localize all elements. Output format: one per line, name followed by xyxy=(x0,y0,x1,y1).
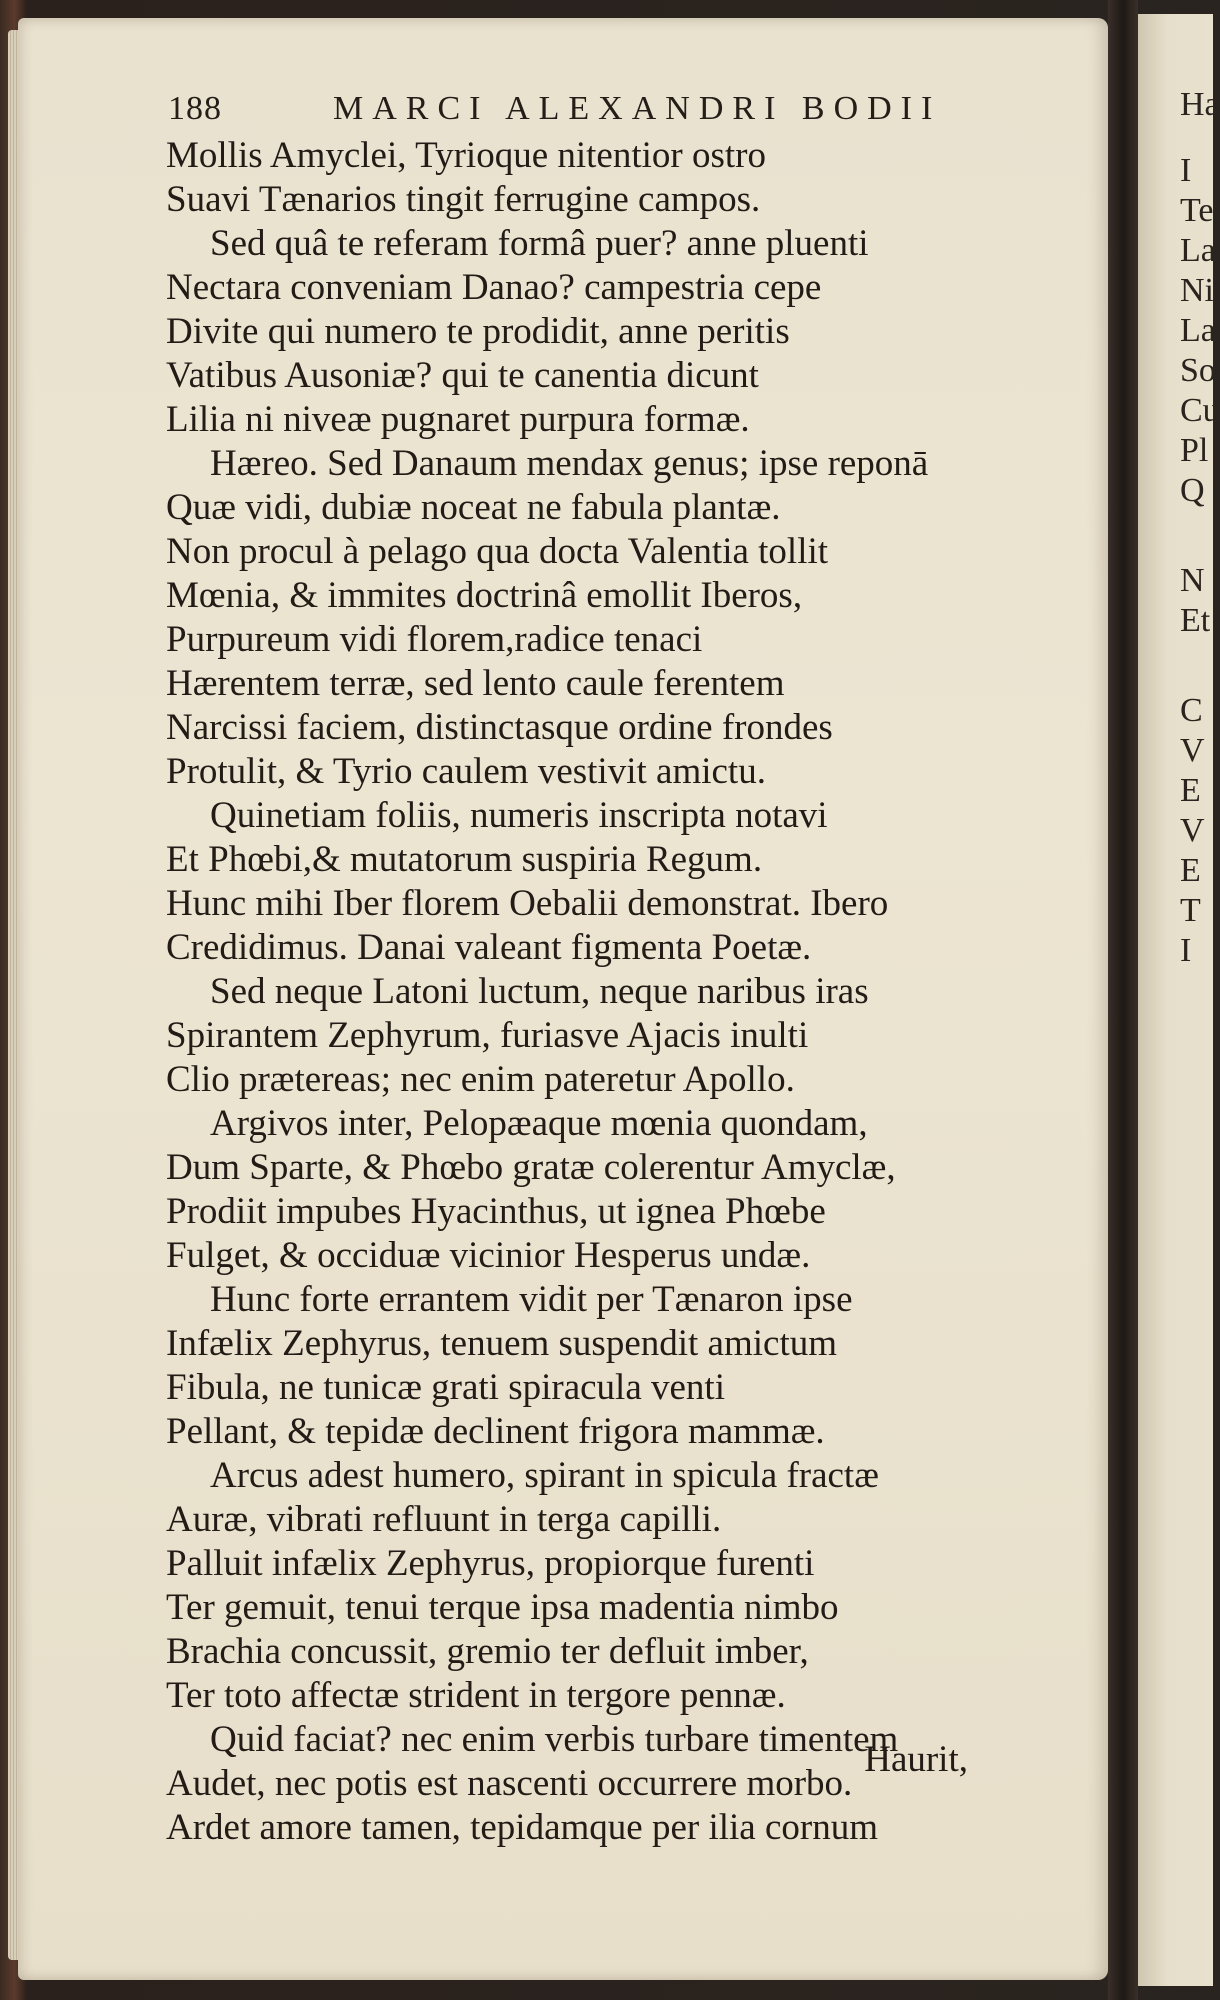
poem-line: Ardet amore tamen, tepidamque per ilia cornum xyxy=(166,1807,878,1848)
facing-fragment: Pl xyxy=(1180,432,1209,469)
page-header xyxy=(168,90,1088,134)
poem-line: Vatibus Ausoniæ? qui te canentia dicunt xyxy=(166,355,759,396)
poem-line: Quinetiam foliis, numeris inscripta notavi xyxy=(210,795,828,836)
poem-line: Prodiit impubes Hyacinthus, ut ignea Phœbe xyxy=(166,1191,826,1232)
facing-fragment: So xyxy=(1180,352,1216,389)
poem-line: Lilia ni niveæ pugnaret purpura formæ. xyxy=(166,399,750,440)
poem-line: Fulget, & occiduæ vicinior Hesperus undæ. xyxy=(166,1235,811,1276)
poem-line: Brachia concussit, gremio ter defluit imber, xyxy=(166,1631,809,1672)
poem-line: Auræ, vibrati refluunt in terga capilli. xyxy=(166,1499,722,1540)
facing-fragment: E xyxy=(1180,852,1201,889)
poem-line: Pellant, & tepidæ declinent frigora mammæ. xyxy=(166,1411,825,1452)
poem-line: Mollis Amyclei, Tyrioque nitentior ostro xyxy=(166,135,766,176)
facing-fragment: I xyxy=(1180,152,1192,189)
poem-line: Infælix Zephyrus, tenuem suspendit amictum xyxy=(166,1323,838,1364)
facing-fragment: V xyxy=(1180,812,1205,849)
poem-line: Argivos inter, Pelopæaque mœnia quondam, xyxy=(210,1103,868,1144)
poem-line: Palluit infælix Zephyrus, propiorque furenti xyxy=(166,1543,815,1584)
poem-text xyxy=(166,134,1096,1850)
poem-line: Dum Sparte, & Phœbo gratæ colerentur Amyclæ, xyxy=(166,1147,896,1188)
poem-line: Purpureum vidi florem,radice tenaci xyxy=(166,619,703,660)
facing-fragment: E xyxy=(1180,772,1201,809)
facing-fragment: Ha xyxy=(1180,86,1220,123)
poem-line: Ter gemuit, tenui terque ipsa madentia nimbo xyxy=(166,1587,839,1628)
facing-fragment: I xyxy=(1180,932,1192,969)
facing-fragment: Et xyxy=(1180,602,1211,639)
facing-fragment: Ni xyxy=(1180,272,1214,309)
facing-fragment: Cu xyxy=(1180,392,1220,429)
poem-line: Sed quâ te referam formâ puer? anne pluenti xyxy=(210,223,869,264)
poem-line: Mœnia, & immites doctrinâ emollit Iberos, xyxy=(166,575,803,616)
facing-fragment: Q xyxy=(1180,472,1205,509)
facing-fragment: V xyxy=(1180,732,1205,769)
poem-line: Et Phœbi,& mutatorum suspiria Regum. xyxy=(166,839,763,880)
poem-line: Clio prætereas; nec enim pateretur Apollo. xyxy=(166,1059,795,1100)
facing-fragment: La xyxy=(1180,312,1216,349)
facing-fragment: La xyxy=(1180,232,1216,269)
poem-line: Arcus adest humero, spirant in spicula fractæ xyxy=(210,1455,879,1496)
poem-line: Hunc forte errantem vidit per Tænaron ipse xyxy=(210,1279,853,1320)
poem-line: Hunc mihi Iber florem Oebalii demonstrat. Ibero xyxy=(166,883,889,924)
facing-fragment: C xyxy=(1180,692,1203,729)
poem-line: Sed neque Latoni luctum, neque naribus iras xyxy=(210,971,869,1012)
poem-line: Divite qui numero te prodidit, anne peritis xyxy=(166,311,790,352)
poem-line: Protulit, & Tyrio caulem vestivit amictu. xyxy=(166,751,766,792)
poem-line: Credidimus. Danai valeant figmenta Poetæ. xyxy=(166,927,812,968)
catchword: Haurit, xyxy=(864,1739,968,1780)
poem-line: Quid faciat? nec enim verbis turbare timentem xyxy=(210,1719,899,1760)
poem-line: Narcissi faciem, distinctasque ordine frondes xyxy=(166,707,833,748)
book-gutter xyxy=(1108,0,1138,2000)
poem-line: Hærentem terræ, sed lento caule ferentem xyxy=(166,663,785,704)
poem-line: Hæreo. Sed Danaum mendax genus; ipse reponā xyxy=(210,443,929,484)
poem-line: Non procul à pelago qua docta Valentia tollit xyxy=(166,531,829,572)
poem-line: Ter toto affectæ strident in tergore pennæ. xyxy=(166,1675,786,1716)
poem-line: Suavi Tænarios tingit ferrugine campos. xyxy=(166,179,761,220)
poem-line: Nectara conveniam Danao? campestria cepe xyxy=(166,267,822,308)
facing-fragment: N xyxy=(1180,562,1205,599)
poem-line: Audet, nec potis est nascenti occurrere morbo. xyxy=(166,1763,853,1804)
poem-line: Quæ vidi, dubiæ noceat ne fabula plantæ. xyxy=(166,487,781,528)
page-number: 188 xyxy=(168,90,222,127)
facing-page xyxy=(1138,14,1220,1986)
facing-fragment: Te xyxy=(1180,192,1214,229)
running-head: MARCI ALEXANDRI BODII xyxy=(333,90,942,127)
facing-fragment: T xyxy=(1180,892,1201,929)
poem-line: Spirantem Zephyrum, furiasve Ajacis inulti xyxy=(166,1015,809,1056)
poem-line: Fibula, ne tunicæ grati spiracula venti xyxy=(166,1367,725,1408)
left-page xyxy=(18,18,1108,1980)
